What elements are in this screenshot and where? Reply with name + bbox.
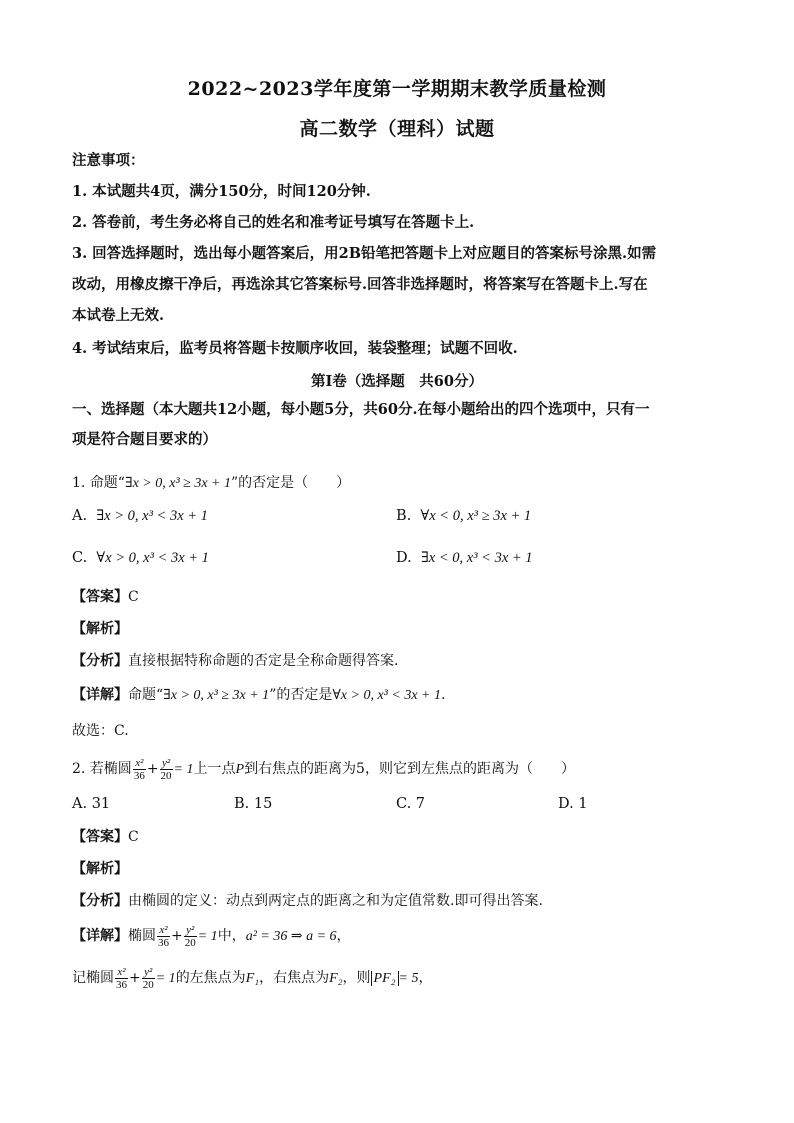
q2-frac-x — [133, 757, 146, 782]
q2-frac-x-num: x² — [133, 757, 146, 770]
q2-detail-frac-x-num: x² — [157, 924, 170, 937]
q2-answer — [72, 826, 734, 848]
q2-stem-end: 到右焦点的距离为5，则它到左焦点的距离为（ ） — [244, 761, 575, 777]
q2-detail-line2: 记椭圆 $\frac{\text{x²}}{36}$ + $\frac{\text{y²}}{20}$ = 1的左焦点为F₁，右焦点为F₂，则 PF₂ = 5， — [72, 965, 433, 991]
q2-answer-value: C — [128, 829, 139, 845]
q1-analysis-tag: 【解析】 — [72, 621, 128, 637]
q2-f1: F₁ — [245, 971, 260, 986]
q1-conclusion: 故选：C. — [72, 723, 129, 739]
q2-pf2: PF₂ — [371, 971, 399, 986]
q1-answer-value: C — [128, 589, 139, 605]
q2-f2: F₂ — [329, 971, 343, 986]
q1-option-d-text: ∃x < 0, x³ < 3x + 1 — [420, 550, 533, 566]
q1-option-a-label: A. — [72, 508, 88, 524]
q1-detail-mid: ”的否定是 — [269, 687, 333, 703]
q2-detail: 【详解】椭圆 $\frac{\text{x²}}{36}$ + $\frac{\text{y²}}{20}$ = 1中，a² = 36 ⇒ a = 6， — [72, 923, 351, 949]
q1-option-b-label: B. — [396, 508, 412, 524]
q2-line2-mid2: ，右焦点为 — [259, 970, 330, 986]
q1-detail-end: . — [441, 687, 446, 703]
q2-option-c: C. 7 — [396, 796, 426, 812]
q2-detail-word: 椭圆 — [128, 928, 156, 944]
q2-frac-y-num: y² — [160, 757, 173, 770]
q1-option-d-label: D. — [396, 550, 412, 566]
q2-detail-in: 中， — [217, 928, 246, 944]
q2-detail-comma: ， — [336, 928, 351, 944]
q2-pf2-val: = 5 — [398, 971, 419, 986]
q2-answer-tag: 【答案】 — [72, 829, 128, 845]
q1-option-c — [72, 550, 209, 567]
q2-prefix: 2. 若椭圆 — [72, 761, 132, 777]
q2-detail-frac-y — [184, 924, 197, 949]
q2-detail-frac-x-den: 36 — [158, 936, 169, 949]
q1-detail-prefix: 命题“ — [128, 687, 164, 703]
q1-fenxi-tag: 【分析】 — [72, 653, 128, 669]
q2-point: P — [235, 762, 245, 777]
q1-option-a — [72, 508, 208, 525]
exam-title: 2022~2023学年度第一学期期末教学质量检测 — [187, 78, 607, 100]
q1-fenxi — [72, 650, 734, 672]
q2-frac-y — [160, 757, 173, 782]
q2-fenxi-tag: 【分析】 — [72, 893, 128, 909]
question-2-stem: 2. 若椭圆 $\frac{\text{x²}}{36}$ + $\frac{\text{y²}}{20}$ = 1上一点P到右焦点的距离为5，则它到左焦点的距离为（ ） — [72, 756, 575, 782]
q1-suffix: ”的否定是（ ） — [230, 475, 351, 491]
q2-line2-frac-x-num: x² — [115, 966, 128, 979]
q1-option-a-text: ∃x > 0, x³ < 3x + 1 — [96, 508, 208, 524]
notice-item-2: 2. 答卷前，考生务必将自己的姓名和准考证号填写在答题卡上. — [72, 214, 475, 231]
q2-detail-frac-y-den: 20 — [184, 936, 196, 949]
notice-item-3-line2: 改动，用橡皮擦干净后，再选涂其它答案标号.回答非选择题时，将答案写在答题卡上.写在 — [72, 276, 648, 293]
q2-line2-frac-x-den: 36 — [116, 978, 127, 991]
q2-detail-eq: a² = 36 ⇒ a = 6 — [245, 929, 337, 944]
question-1-stem — [72, 472, 734, 495]
q2-analysis-tag: 【解析】 — [72, 861, 128, 877]
q2-eq-tail: = 1 — [173, 762, 194, 777]
q2-line2-frac-x — [115, 966, 128, 991]
notice-heading: 注意事项： — [72, 152, 145, 169]
q2-detail-frac-y-num: y² — [184, 924, 197, 937]
q1-answer — [72, 586, 734, 608]
q2-detail-tag: 【详解】 — [72, 928, 128, 944]
q2-option-a: A. 31 — [72, 796, 111, 812]
q1-option-d — [396, 550, 533, 567]
q2-line2-frac-y — [142, 966, 155, 991]
q1-detail-tag: 【详解】 — [72, 687, 128, 703]
q2-stem-rest: 上一点 — [193, 761, 236, 777]
q1-detail-neg: ∀x > 0, x³ < 3x + 1 — [332, 688, 441, 703]
notice-item-4: 4. 考试结束后，监考员将答题卡按顺序收回，装袋整理；试题不回收. — [72, 340, 518, 357]
q1-answer-tag: 【答案】 — [72, 589, 128, 605]
notice-item-3-line1: 3. 回答选择题时，选出每小题答案后，用2B铅笔把答题卡上对应题目的答案标号涂黑.如需 — [72, 245, 657, 262]
q2-line2-end: ， — [418, 970, 433, 986]
q2-line2-eq-tail: = 1 — [155, 971, 176, 986]
volume-title: 第Ⅰ卷（选择题 共60分） — [311, 373, 483, 390]
q1-option-b-text: ∀x < 0, x³ ≥ 3x + 1 — [420, 508, 532, 524]
section-instructions-line1: 一、选择题（本大题共12小题，每小题5分，共60分.在每小题给出的四个选项中，只有一 — [72, 401, 650, 418]
q2-line2-mid: 的左焦点为 — [175, 970, 246, 986]
q1-fenxi-text: 直接根据特称命题的否定是全称命题得答案. — [128, 653, 399, 669]
q1-prefix: 1. 命题“ — [72, 475, 125, 491]
q2-option-d: D. 1 — [558, 796, 588, 812]
notice-item-1: 1. 本试题共4页，满分150分，时间120分钟. — [72, 183, 371, 200]
q2-detail-frac-x — [157, 924, 170, 949]
exam-subtitle: 高二数学（理科）试题 — [299, 118, 495, 140]
q2-line2-frac-y-den: 20 — [142, 978, 154, 991]
q2-fenxi — [72, 890, 734, 912]
notice-item-3-line3: 本试卷上无效. — [72, 307, 165, 324]
q2-option-b: B. 15 — [234, 796, 273, 812]
q2-line2-prefix: 记椭圆 — [72, 970, 114, 986]
q1-option-c-text: ∀x > 0, x³ < 3x + 1 — [96, 550, 209, 566]
q2-fenxi-text: 由椭圆的定义：动点到两定点的距离之和为定值常数.即可得出答案. — [128, 893, 543, 909]
section-instructions-line2: 项是符合题目要求的） — [72, 431, 217, 448]
q1-option-b — [396, 508, 531, 525]
q1-detail — [72, 684, 734, 707]
q2-detail-eq-tail: = 1 — [197, 929, 218, 944]
q2-frac-x-den: 36 — [133, 769, 145, 782]
q1-proposition: ∃x > 0, x³ ≥ 3x + 1 — [124, 476, 231, 491]
q1-option-c-label: C. — [72, 550, 88, 566]
q2-frac-y-den: 20 — [160, 769, 172, 782]
q1-detail-prop: ∃x > 0, x³ ≥ 3x + 1 — [163, 688, 270, 703]
q2-line2-frac-y-num: y² — [142, 966, 155, 979]
q2-line2-then: ，则 — [342, 970, 371, 986]
